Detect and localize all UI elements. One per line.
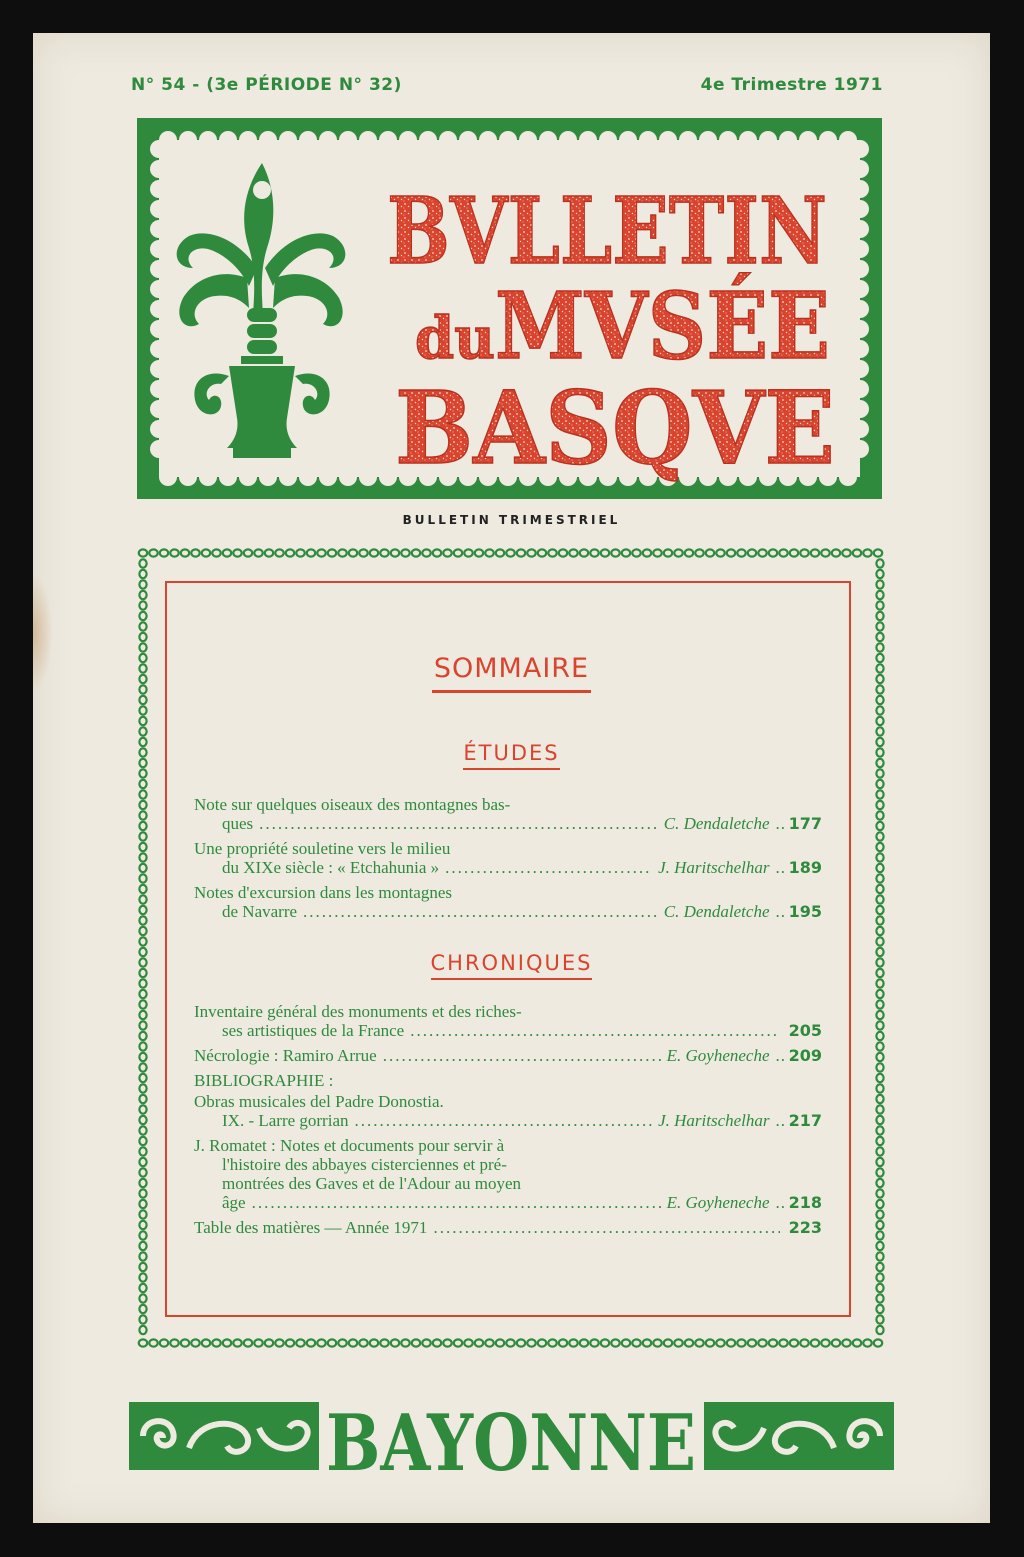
toc-entry[interactable]: Inventaire général des monuments et des riches- ses artistiques de la France ..... 205 — [194, 1002, 822, 1040]
entry-author: E. Goyheneche — [666, 1193, 770, 1212]
entry-author: J. Haritschelhar — [658, 1111, 770, 1130]
chroniques-list — [194, 1002, 822, 1243]
issue-number: N° 54 - (3e PÉRIODE N° 32) — [131, 75, 402, 95]
bulletin-subtitle: BULLETIN TRIMESTRIEL — [402, 513, 621, 527]
masthead-line-3: BASQVE — [395, 369, 835, 487]
bayonne-banner — [129, 1388, 894, 1484]
masthead-line-1: BVLLETIN — [387, 177, 827, 285]
masthead-line-2-small: du — [415, 304, 495, 372]
masthead-line-2: MVSÉE — [495, 272, 830, 380]
entry-page: 189 — [788, 858, 822, 877]
toc-entry[interactable]: Note sur quelques oiseaux des montagnes bas- ques ..... C. Dendaletche .. 177 — [194, 795, 822, 833]
entry-page: 205 — [788, 1021, 822, 1040]
entry-page: 218 — [788, 1193, 822, 1212]
entry-page: 223 — [788, 1218, 822, 1237]
chroniques-heading: CHRONIQUES — [33, 951, 990, 980]
toc-entry[interactable]: Nécrologie : Ramiro Arrue ..... E. Goyheneche .. 209 — [194, 1046, 822, 1065]
entry-author: C. Dendaletche — [663, 814, 770, 833]
toc-entry[interactable]: Obras musicales del Padre Donostia. IX. - Larre gorrian ..... J. Haritschelhar .. 217 — [194, 1092, 822, 1130]
magazine-cover — [33, 33, 990, 1523]
entry-author: C. Dendaletche — [663, 902, 770, 921]
entry-page: 209 — [788, 1046, 822, 1065]
entry-page: 217 — [788, 1111, 822, 1130]
toc-entry[interactable]: Notes d'excursion dans les montagnes de Navarre ..... C. Dendaletche .. 195 — [194, 883, 822, 921]
toc-entry[interactable]: Une propriété souletine vers le milieu du XIXe siècle : « Etchahunia » ..... J. Haritschelhar .. 189 — [194, 839, 822, 877]
sommaire-heading: SOMMAIRE — [33, 653, 990, 693]
entry-author: J. Haritschelhar — [658, 858, 770, 877]
issue-quarter: 4e Trimestre 1971 — [700, 75, 883, 95]
entry-author: E. Goyheneche — [666, 1046, 770, 1065]
etudes-heading: ÉTUDES — [33, 741, 990, 770]
masthead-title — [387, 177, 835, 487]
entry-page: 177 — [788, 814, 822, 833]
etudes-list — [194, 795, 822, 927]
left-scroll-ornament — [129, 1402, 319, 1470]
right-scroll-ornament — [704, 1402, 894, 1470]
bayonne-title: BAYONNE — [326, 1398, 696, 1484]
masthead — [137, 118, 882, 499]
toc-entry[interactable]: Table des matières — Année 1971 ..... 223 — [194, 1218, 822, 1237]
entry-page: 195 — [788, 902, 822, 921]
bibliographie-label: BIBLIOGRAPHIE : — [194, 1071, 334, 1090]
toc-entry[interactable]: J. Romatet : Notes et documents pour servir à l'histoire des abbayes cisterciennes et pré- montrées des Gaves et de l'Adour au moyen âge ..... E. Goyheneche .. 218 — [194, 1136, 822, 1212]
